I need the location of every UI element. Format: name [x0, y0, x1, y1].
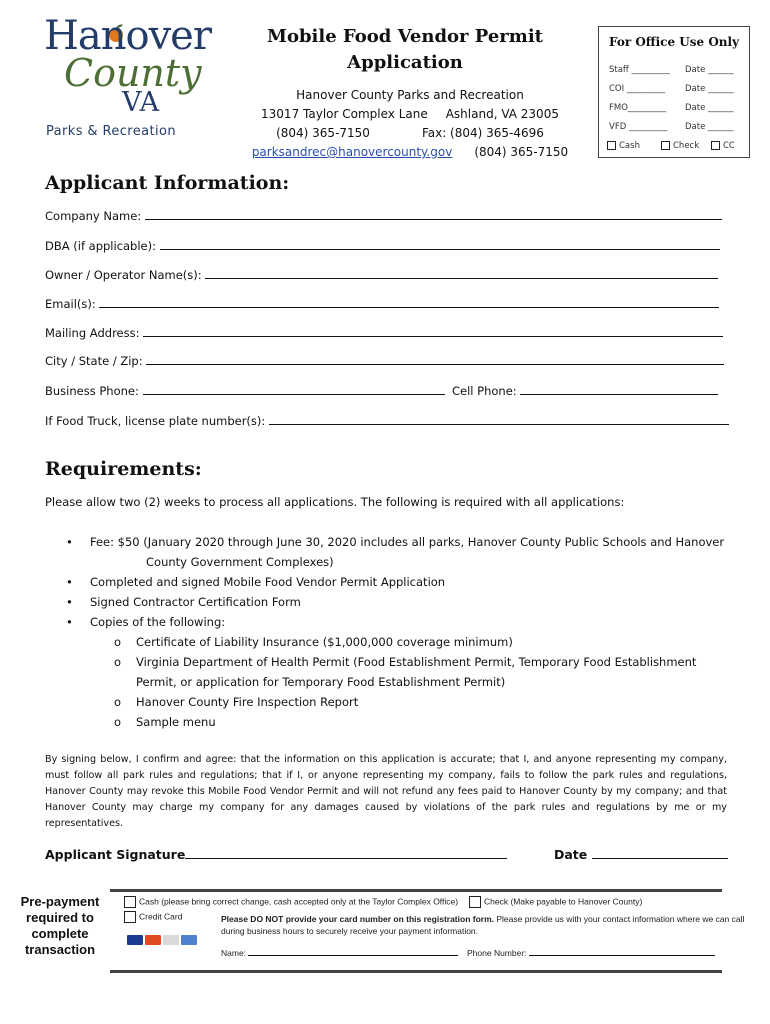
- pay-credit-checkbox[interactable]: [124, 911, 136, 923]
- mailing-address-line[interactable]: [143, 325, 723, 337]
- insurance-text: Certificate of Liability Insurance ($1,000,000 coverage minimum): [136, 635, 513, 649]
- form-title-line1: Mobile Food Vendor Permit: [267, 26, 543, 47]
- amex-card-icon: [181, 935, 197, 945]
- pay-check-label: Check (Make payable to Hanover County): [484, 896, 643, 907]
- cc-checkbox[interactable]: [711, 141, 720, 150]
- applicant-signature-field[interactable]: [45, 846, 507, 862]
- sample-menu-text: Sample menu: [136, 715, 216, 729]
- owner-line[interactable]: [205, 267, 718, 279]
- org-email-link[interactable]: parksandrec@hanovercounty.gov: [251, 145, 453, 159]
- fee-text-cont: County Government Complexes): [146, 555, 334, 569]
- office-use-title: For Office Use Only: [608, 35, 740, 49]
- card-notice: [221, 914, 744, 924]
- pay-cash-option[interactable]: [124, 896, 458, 908]
- office-staff: Staff _________: [609, 65, 670, 75]
- office-use-box: [598, 26, 750, 158]
- prepay-name-field[interactable]: [221, 947, 458, 958]
- prepay-phone-line[interactable]: [529, 947, 715, 956]
- pay-credit-option[interactable]: [124, 911, 182, 923]
- card-notice-line2: during business hours to securely receive your payment information.: [221, 926, 479, 936]
- visa-card-icon: [127, 935, 143, 945]
- dba-field[interactable]: [45, 238, 720, 253]
- mailing-address-label: Mailing Address:: [45, 326, 140, 340]
- signature-label: Applicant Signature: [45, 847, 186, 862]
- office-date-1: Date ______: [685, 65, 734, 75]
- dba-line[interactable]: [160, 238, 720, 250]
- form-title-line2: Application: [347, 52, 463, 73]
- org-name: Hanover County Parks and Recreation: [296, 88, 524, 102]
- org-street: 13017 Taylor Complex Lane: [261, 107, 428, 121]
- license-plate-line[interactable]: [269, 413, 729, 425]
- owner-label: Owner / Operator Name(s):: [45, 268, 202, 282]
- consent-paragraph: By signing below, I confirm and agree: that the information on this application is accurate; that I, and anyone representing my company, must follow all park rules and regulations; that if I, or anyone representing my company, fails to follow the park rules and regulations, Hanover County may revoke this Mobile Food Vendor Permit and will not refund any fees paid to Hanover County by my company; and that Hanover County may charge my company for any damages caused by violations of the park rules and regulations by me or my representatives.: [45, 754, 727, 829]
- company-name-line[interactable]: [145, 208, 722, 220]
- copies-text: Copies of the following:: [90, 615, 226, 629]
- pay-cash-label: Cash (please bring correct change, cash accepted only at the Taylor Complex Office): [139, 896, 459, 907]
- card-notice-text: Please provide us with your contact information where we can call: [494, 914, 745, 924]
- signature-date-label: Date: [554, 847, 588, 862]
- business-phone-field[interactable]: [45, 383, 445, 398]
- org-phone: (804) 365-7150: [276, 126, 370, 140]
- logo-hanover: Hanover: [44, 13, 211, 59]
- fire-inspection-text: Hanover County Fire Inspection Report: [136, 695, 359, 709]
- check-label: Check: [673, 141, 700, 151]
- office-date-4: Date ______: [685, 122, 734, 132]
- prepay-phone-field[interactable]: [467, 947, 715, 958]
- org-phones: [250, 124, 570, 143]
- health-permit-text: Virginia Department of Health Permit (Food Establishment Permit, Temporary Food Establishment: [136, 655, 697, 669]
- logo-va: VA: [122, 87, 160, 118]
- cell-phone-label: Cell Phone:: [452, 384, 517, 398]
- bullet-icon: •: [66, 535, 73, 549]
- prepayment-label: Pre-payment required to complete transaction: [20, 894, 100, 957]
- pay-credit-label: Credit Card: [139, 911, 183, 922]
- pay-check-checkbox[interactable]: [469, 896, 481, 908]
- sub-bullet-icon: o: [114, 695, 122, 709]
- cell-phone-field[interactable]: [452, 383, 718, 398]
- fee-text: Fee: $50 (January 2020 through June 30, 2020 includes all parks, Hanover County Public Schools and Hanover: [90, 535, 725, 549]
- owner-field[interactable]: [45, 267, 718, 282]
- logo-county: County: [64, 51, 202, 95]
- signature-date-field[interactable]: [554, 846, 728, 862]
- pay-check-option[interactable]: [469, 896, 642, 908]
- cash-label: Cash: [619, 141, 640, 151]
- prepay-phone-label: Phone Number:: [467, 948, 527, 958]
- bullet-icon: •: [66, 595, 73, 609]
- office-check-option[interactable]: [661, 141, 699, 151]
- license-plate-label: If Food Truck, license plate number(s):: [45, 414, 266, 428]
- office-vfd: VFD _________: [609, 122, 668, 132]
- email-field[interactable]: [45, 296, 719, 311]
- logo-parks-recreation: Parks & Recreation: [46, 124, 176, 139]
- application-req-text: Completed and signed Mobile Food Vendor Permit Application: [90, 575, 446, 589]
- org-fax: Fax: (804) 365-4696: [421, 126, 544, 140]
- card-notice-bold: Please DO NOT provide your card number on this registration form.: [221, 914, 494, 924]
- requirements-heading: Requirements:: [45, 458, 202, 480]
- health-permit-text-cont: Permit, or application for Temporary Food Establishment Permit): [136, 675, 506, 689]
- cell-phone-line[interactable]: [520, 383, 718, 395]
- sub-bullet-icon: o: [114, 635, 122, 649]
- office-cc-option[interactable]: [711, 141, 735, 151]
- card-logos: [127, 930, 199, 949]
- company-name-field[interactable]: [45, 208, 722, 223]
- business-phone-label: Business Phone:: [45, 384, 139, 398]
- discover-card-icon: [163, 935, 179, 945]
- sub-bullet-icon: o: [114, 655, 122, 669]
- applicant-heading: Applicant Information:: [45, 172, 290, 194]
- sub-bullet-icon: o: [114, 715, 122, 729]
- dba-label: DBA (if applicable):: [45, 239, 156, 253]
- city-state-zip-line[interactable]: [146, 353, 724, 365]
- company-name-label: Company Name:: [45, 209, 142, 223]
- office-coi: COI _________: [609, 84, 666, 94]
- org-phone2: (804) 365-7150: [474, 145, 569, 159]
- prepay-name-label: Name:: [221, 948, 247, 958]
- org-city: Ashland, VA 23005: [445, 107, 559, 121]
- bullet-icon: •: [66, 575, 73, 589]
- prepay-name-line[interactable]: [248, 947, 458, 956]
- pay-cash-checkbox[interactable]: [124, 896, 136, 908]
- email-label: Email(s):: [45, 297, 96, 311]
- cash-checkbox[interactable]: [607, 141, 616, 150]
- office-date-3: Date ______: [685, 103, 734, 113]
- office-cash-option[interactable]: [607, 141, 640, 151]
- cc-label: CC: [723, 141, 735, 151]
- requirements-intro: Please allow two (2) weeks to process all applications. The following is required with all applications:: [45, 495, 625, 509]
- mailing-address-field[interactable]: [45, 325, 723, 340]
- email-line[interactable]: [99, 296, 719, 308]
- signature-date-line[interactable]: [592, 846, 728, 859]
- contractor-form-text: Signed Contractor Certification Form: [90, 595, 301, 609]
- mastercard-icon: [145, 935, 161, 945]
- license-plate-field[interactable]: [45, 413, 729, 428]
- org-info: [250, 86, 570, 162]
- signature-line[interactable]: [185, 846, 507, 859]
- office-date-2: Date ______: [685, 84, 734, 94]
- city-state-zip-label: City / State / Zip:: [45, 354, 143, 368]
- check-checkbox[interactable]: [661, 141, 670, 150]
- city-state-zip-field[interactable]: [45, 353, 724, 368]
- bullet-icon: •: [66, 615, 73, 629]
- business-phone-line[interactable]: [143, 383, 445, 395]
- office-fmo: FMO_________: [609, 103, 667, 113]
- org-contact: [250, 143, 570, 162]
- org-address: [250, 105, 570, 124]
